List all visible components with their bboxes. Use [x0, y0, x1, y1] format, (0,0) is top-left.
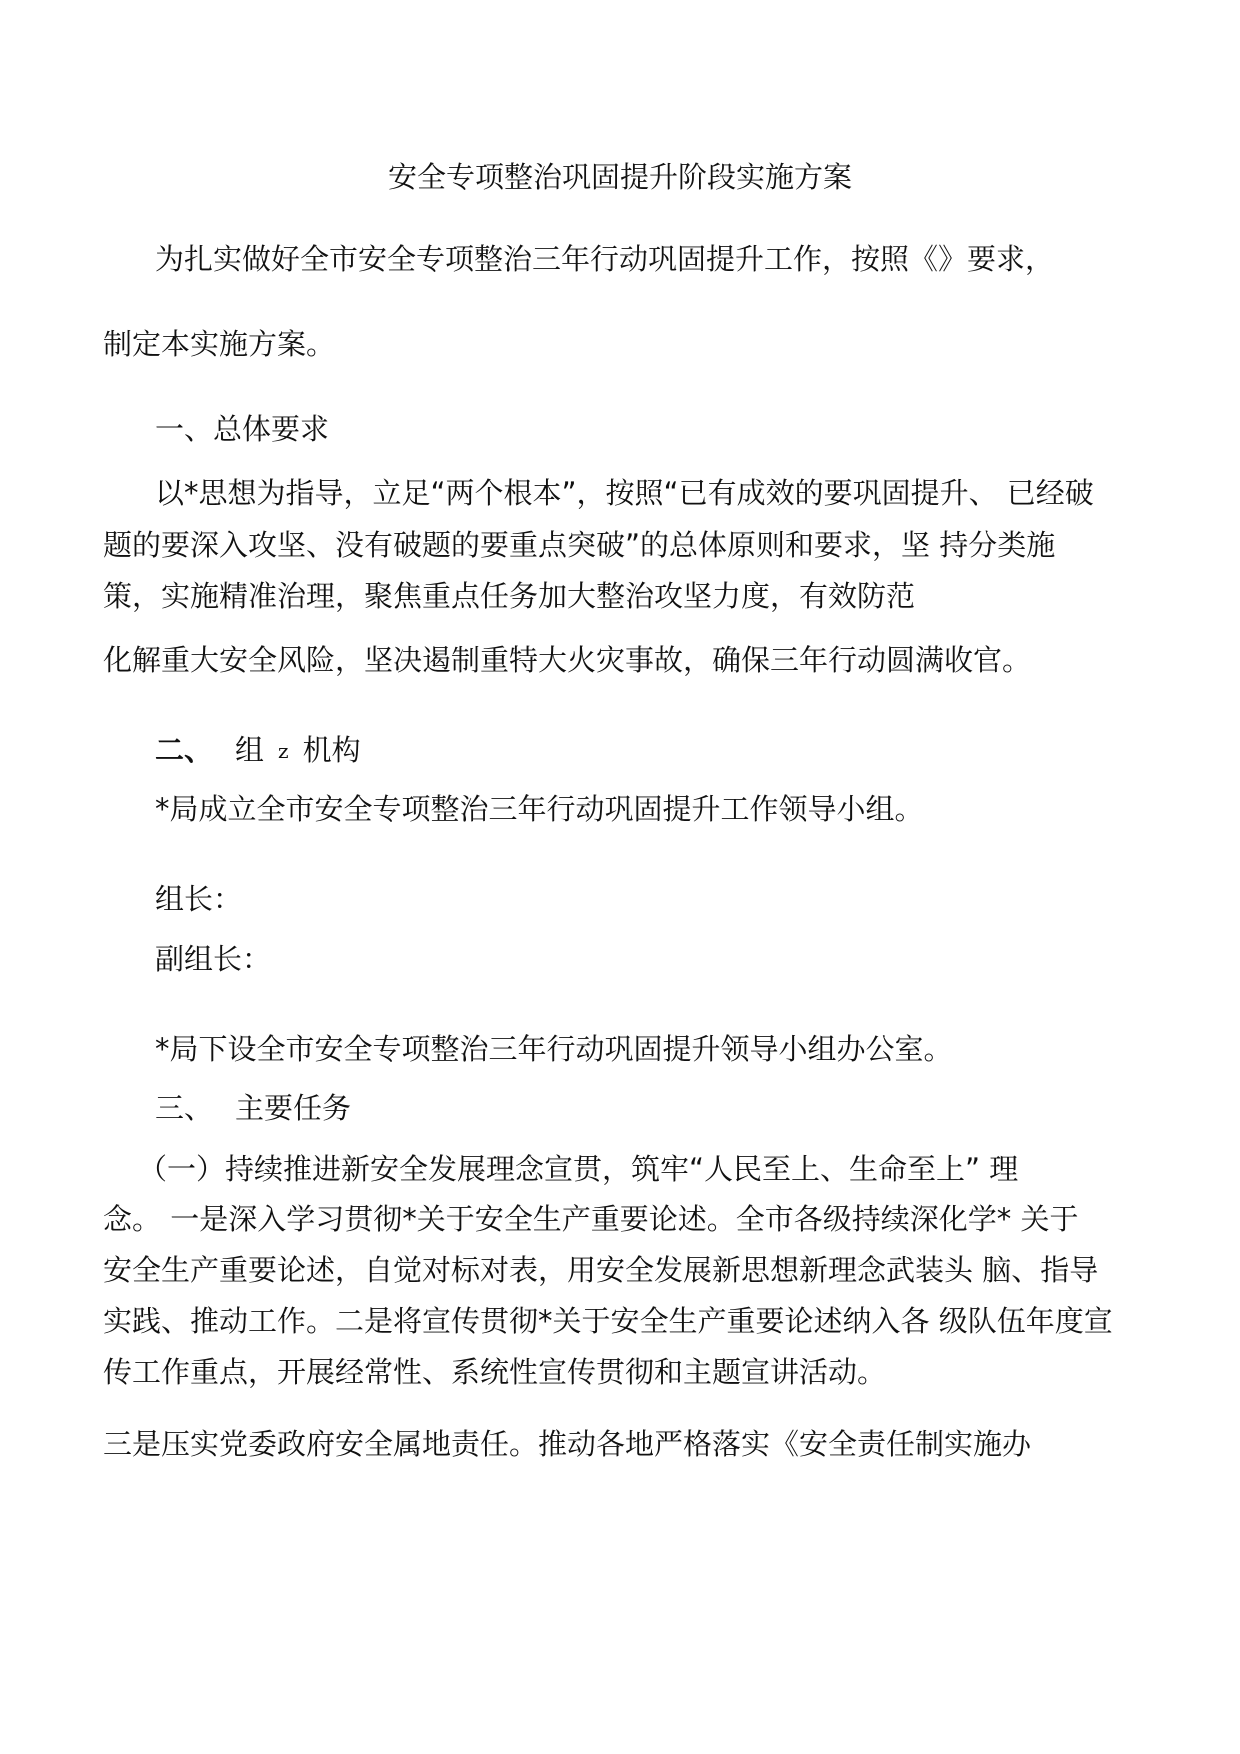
section-3-heading-number: 三、 — [155, 1091, 214, 1125]
deputy-leader-label: 副组长： — [155, 942, 272, 976]
intro-line-2: 制定本实施方案。 — [103, 327, 336, 361]
intro-line-1: 为扎实做好全市安全专项整治三年行动巩固提升工作，按照《》要求， — [155, 242, 1055, 276]
section-3-line-1: （一）持续推进新安全发展理念宣贯，筑牢“人民至上、生命至上” 理 — [138, 1152, 1019, 1186]
section-2-heading-number: 二、 — [155, 733, 214, 767]
leader-label: 组长： — [155, 882, 243, 916]
section-3-heading-text: 主要任务 — [235, 1091, 352, 1125]
section-2-heading — [155, 731, 361, 770]
section-3-line-6: 三是压实党委政府安全属地责任。推动各地严格落实《安全责任制实施办 — [103, 1427, 1032, 1461]
section-3-line-5: 传工作重点，开展经常性、系统性宣传贯彻和主题宣讲活动。 — [103, 1355, 887, 1389]
section-2-heading-glyph: z — [278, 739, 289, 763]
section-2-heading-part-2: 机构 — [302, 733, 361, 767]
section-1-line-4: 化解重大安全风险，坚决遏制重特大火灾事故，确保三年行动圆满收官。 — [103, 643, 1032, 677]
section-2-heading-part-1: 组 — [235, 733, 265, 767]
section-2-line-office: *局下设全市安全专项整治三年行动巩固提升领导小组办公室。 — [155, 1032, 953, 1066]
section-3-line-4: 实践、推动工作。二是将宣传贯彻*关于安全生产重要论述纳入各 级队伍年度宣 — [103, 1304, 1113, 1338]
section-3-line-3: 安全生产重要论述，自觉对标对表，用安全发展新思想新理念武装头 脑、指导 — [103, 1253, 1099, 1287]
section-1-line-3: 策，实施精准治理，聚焦重点任务加大整治攻坚力度，有效防范 — [103, 579, 916, 613]
section-1-line-2: 题的要深入攻坚、没有破题的要重点突破”的总体原则和要求，坚 持分类施 — [103, 528, 1056, 562]
section-1-heading: 一、总体要求 — [155, 412, 330, 446]
section-3-heading — [155, 1089, 351, 1127]
section-3-line-2: 念。 一是深入学习贯彻*关于安全生产重要论述。全市各级持续深化学* 关于 — [103, 1202, 1079, 1236]
section-2-line-group: *局成立全市安全专项整治三年行动巩固提升工作领导小组。 — [155, 792, 924, 826]
document-title: 安全专项整治巩固提升阶段实施方案 — [387, 160, 852, 194]
section-1-line-1: 以*思想为指导，立足“两个根本”，按照“已有成效的要巩固提升、 已经破 — [155, 476, 1094, 510]
